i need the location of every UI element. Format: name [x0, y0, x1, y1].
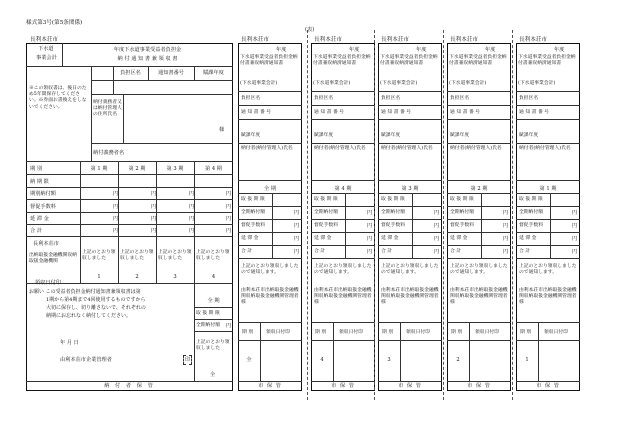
stub-period-4: 第 4 期 [205, 166, 222, 172]
stub-received-3: 上記のとおり領収しました [158, 250, 192, 262]
copy-period: 期 別 [451, 330, 463, 335]
copy-row-late: 延 滞 金 [381, 236, 399, 241]
copy-notice-no: 通 知 書 番 号 [241, 110, 272, 115]
copy-row-fee: 督促手数料 [314, 223, 338, 228]
stub-col-year: 賦課年度 [203, 70, 224, 76]
stub-date-label: 年 月 日 [60, 340, 79, 346]
yen-mark: 円 [189, 216, 195, 222]
stub-row-total: 合 計 [30, 228, 43, 234]
copy-stamp: 領収日付印 [266, 330, 290, 335]
copy-title: 下水道事業受益者負担金納付書兼収納済通知書 [240, 55, 298, 67]
copy-payer: 納付者(納付管理人)氏名 [241, 146, 293, 151]
stub-office: 長利本荘市 [30, 37, 58, 43]
yen-mark: 円 [572, 236, 578, 242]
stub-full-mark: 全 [210, 372, 216, 378]
copy-row-full_amount: 全期納付額 [450, 210, 474, 215]
copy-year: 年度 [349, 47, 360, 53]
yen-mark: 円 [189, 228, 195, 234]
seal-mark: 印 [185, 357, 191, 363]
copy-keep-label: 市 保 管 [331, 383, 355, 389]
copy-office: 長利本荘市 [241, 37, 269, 43]
yen-mark: 円 [113, 191, 119, 197]
yen-mark: 円 [226, 228, 232, 234]
copy-row-total: 合 計 [241, 249, 253, 254]
copy-row-due: 取 扱 期 限 [314, 197, 338, 202]
yen-mark: 円 [503, 210, 509, 216]
copy-row-fee: 督促手数料 [381, 223, 405, 228]
yen-mark: 円 [503, 249, 509, 255]
yen-mark: 円 [151, 191, 157, 197]
yen-mark: 円 [226, 191, 232, 197]
copy-title: 下水道事業受益者負担金納付書兼収納済通知書 [313, 55, 371, 67]
yen-mark: 円 [572, 210, 578, 216]
stub-keep-label: 納 付 者 保 管 [104, 383, 155, 389]
stub-title-left-2: 事業会計 [36, 55, 57, 61]
stub-row-fee: 督促手数料 [30, 204, 56, 210]
yen-mark: 円 [572, 249, 578, 255]
stub-honorific: 様 [219, 127, 225, 133]
stub-row-period: 期 別 [30, 166, 43, 172]
stub-num-4: 4 [211, 274, 216, 280]
copy-stamp: 領収日付印 [544, 330, 568, 335]
copy-row-total: 合 計 [314, 249, 326, 254]
copy-row-total: 合 計 [450, 249, 462, 254]
copy-office: 長利本荘市 [381, 37, 409, 43]
stub-row-due: 納 期 限 [30, 179, 49, 185]
copy-row-due: 取 扱 期 限 [381, 197, 405, 202]
copy-area-label: 負担区名 [450, 96, 470, 101]
yen-mark: 円 [572, 223, 578, 229]
copy-row-late: 延 滞 金 [519, 236, 537, 241]
yen-mark: 円 [226, 216, 232, 222]
tear-line [307, 30, 308, 400]
stub-title-main: 年度下水道事業受益者負担金 [113, 47, 182, 53]
yen-mark: 円 [294, 210, 300, 216]
copy-area-label: 負担区名 [381, 96, 401, 101]
notice-line-3: 大切に保存し、切り離さないで、それぞれの [46, 305, 146, 311]
copy-keep-label: 市 保 管 [467, 383, 491, 389]
copy-tax-year: 賦課年度 [450, 133, 470, 138]
copy-period-label: 第 1 期 [539, 186, 557, 192]
copy-period-number: 1 [525, 357, 529, 363]
copy-notice-no: 通 知 書 番 号 [519, 110, 550, 115]
yen-mark: 円 [503, 223, 509, 229]
stub-title-sub: 納 付 通 知 書 兼 領 収 書 [117, 56, 178, 62]
yen-mark: 円 [367, 236, 373, 242]
tear-line [512, 30, 513, 400]
yen-mark: 円 [294, 249, 300, 255]
back-label: (表) [305, 27, 315, 33]
yen-mark: 円 [294, 236, 300, 242]
copy-tax-year: 賦課年度 [314, 133, 334, 138]
yen-mark: 円 [434, 236, 440, 242]
copy-period-number: 4 [320, 357, 324, 363]
copy-period: 期 別 [242, 330, 254, 335]
stub-row-late: 延 滞 金 [30, 216, 49, 222]
copy-period: 期 別 [520, 330, 532, 335]
yen-mark: 円 [367, 210, 373, 216]
copy-row-due: 取 扱 期 限 [519, 197, 543, 202]
stub-title-left-1: 下水道 [38, 46, 54, 52]
copy-row-fee: 督促手数料 [241, 223, 265, 228]
yen-mark: 円 [503, 236, 509, 242]
tear-line [374, 30, 375, 400]
copy-received: 上記のとおり領収しましたので通知します。 [519, 264, 577, 276]
stub-received-4: 上記のとおり領収しました [196, 250, 230, 262]
yen-mark: 円 [113, 204, 119, 210]
copy-keep-label: 市 保 管 [258, 383, 282, 389]
stub-side-note: ※この領収書は、後日のため5年間保存してください。※券面お書換えをしないでください。 [29, 86, 87, 110]
copy-year: 年度 [416, 47, 427, 53]
stub-full-payment: 全期納付額 [196, 323, 220, 328]
copy-row-late: 延 滞 金 [241, 236, 259, 241]
copy-stamp: 領収日付印 [406, 330, 430, 335]
copy-payer: 納付者(納付管理人)氏名 [519, 146, 571, 151]
notice-line-2: 1期から第4期まで4回使用するものですから [46, 297, 146, 303]
notice-line-1: お願い この受益者負担金納付通知書兼領収書は第 [29, 289, 141, 295]
copy-period-label: 第 2 期 [470, 186, 488, 192]
stub-full-label: 全 期 [207, 298, 220, 304]
form-id: 様式第3号(第5条関係) [26, 20, 83, 26]
stub-period-3: 第 3 期 [166, 166, 184, 172]
copy-account: (下水道事業会計) [380, 81, 418, 86]
stub-col-area: 負担区名 [120, 70, 141, 76]
copy-period-label: 第 3 期 [401, 186, 419, 192]
copy-bank: 由利本荘市出納取扱金融機関収納取扱金融機関管理者様 [519, 288, 577, 306]
copy-row-due: 取 扱 期 限 [450, 197, 474, 202]
copy-row-late: 延 滞 金 [314, 236, 332, 241]
stub-receiver-office: 長利本荘市 [33, 241, 59, 247]
stub-full-received: 上記のとおり領収しました [196, 340, 230, 352]
copy-year: 年度 [276, 47, 287, 53]
copy-row-full_amount: 全期納付額 [381, 210, 405, 215]
yen-mark: 円 [151, 204, 157, 210]
stub-row-amount: 期別納付額 [30, 191, 56, 197]
copy-title: 下水道事業受益者負担金納付書兼収納済通知書 [380, 55, 438, 67]
yen-mark: 円 [113, 228, 119, 234]
stub-payer-name-label: 納付義務者名 [93, 150, 125, 156]
copy-period-number: 全 [246, 357, 252, 363]
yen-mark: 円 [189, 191, 195, 197]
copy-row-fee: 督促手数料 [519, 223, 543, 228]
yen-mark: 円 [367, 223, 373, 229]
stub-payer-label: 納付義務者又は納付管理人の住所氏名 [93, 100, 122, 118]
copy-payer: 納付者(納付管理人)氏名 [450, 146, 502, 151]
stub-full-due: 取 扱 期 限 [196, 311, 220, 316]
yen-mark: 円 [367, 249, 373, 255]
copy-keep-label: 市 保 管 [536, 383, 560, 389]
copy-stamp: 領収日付印 [339, 330, 363, 335]
stub-num-3: 3 [173, 274, 177, 280]
stub-receipt-date: 領収日付印 [35, 280, 61, 286]
copy-area-label: 負担区名 [314, 96, 334, 101]
stub-period-2: 第 2 期 [128, 166, 146, 172]
yen-mark: 円 [151, 228, 157, 234]
copy-notice-no: 通 知 書 番 号 [381, 110, 412, 115]
copy-row-late: 延 滞 金 [450, 236, 468, 241]
yen-mark: 円 [294, 223, 300, 229]
stub-num-2: 2 [135, 274, 139, 280]
copy-received: 上記のとおり領収しましたので通知します。 [381, 264, 439, 276]
stub-issuer: 由利本荘市企業管理者 [60, 357, 112, 363]
copy-account: (下水道事業会計) [313, 81, 351, 86]
copy-area-label: 負担区名 [241, 96, 261, 101]
yen-mark: 円 [434, 249, 440, 255]
yen-mark: 円 [434, 210, 440, 216]
copy-account: (下水道事業会計) [518, 81, 556, 86]
stub-receiver-label: 出納取扱金融機関収納取扱金融機関 [29, 253, 77, 265]
copy-office: 長利本荘市 [450, 37, 478, 43]
stub-num-1: 1 [97, 274, 101, 280]
copy-notice-no: 通 知 書 番 号 [450, 110, 481, 115]
stub-col-notice: 通知書番号 [158, 70, 184, 76]
copy-keep-label: 市 保 管 [398, 383, 422, 389]
tear-line [443, 30, 444, 400]
copy-bank: 由利本荘市出納取扱金融機関収納取扱金融機関管理者様 [381, 288, 439, 306]
copy-tax-year: 賦課年度 [241, 133, 261, 138]
copy-received: 上記のとおり領収しましたので通知します。 [314, 264, 372, 276]
stub-received-1: 上記のとおり領収しました [82, 250, 116, 262]
yen-mark: 円 [189, 204, 195, 210]
copy-period-number: 3 [387, 357, 391, 363]
yen-mark: 円 [226, 204, 232, 210]
copy-row-full_amount: 全期納付額 [314, 210, 338, 215]
copy-title: 下水道事業受益者負担金納付書兼収納済通知書 [449, 55, 507, 67]
copy-office: 長利本荘市 [314, 37, 342, 43]
copy-period: 期 別 [382, 330, 394, 335]
copy-tax-year: 賦課年度 [381, 133, 401, 138]
copy-title: 下水道事業受益者負担金納付書兼収納済通知書 [518, 55, 576, 67]
yen-mark: 円 [226, 323, 232, 329]
stub-period-1: 第 1 期 [90, 166, 108, 172]
yen-mark: 円 [113, 216, 119, 222]
copy-account: (下水道事業会計) [449, 81, 487, 86]
copy-payer: 納付者(納付管理人)氏名 [314, 146, 366, 151]
yen-mark: 円 [151, 216, 157, 222]
copy-row-total: 合 計 [381, 249, 393, 254]
copy-row-full_amount: 全期納付額 [241, 210, 265, 215]
copy-period-label: 全 期 [263, 186, 277, 192]
copy-period-label: 第 4 期 [334, 186, 352, 192]
copy-tax-year: 賦課年度 [519, 133, 539, 138]
stub-received-2: 上記のとおり領収しました [120, 250, 154, 262]
copy-received: 上記のとおり領収しましたので通知します。 [241, 264, 299, 276]
copy-row-total: 合 計 [519, 249, 531, 254]
copy-bank: 由利本荘市出納取扱金融機関収納取扱金融機関管理者様 [241, 288, 299, 306]
copy-bank: 由利本荘市出納取扱金融機関収納取扱金融機関管理者様 [450, 288, 508, 306]
copy-area-label: 負担区名 [519, 96, 539, 101]
copy-notice-no: 通 知 書 番 号 [314, 110, 345, 115]
copy-payer: 納付者(納付管理人)氏名 [381, 146, 433, 151]
copy-row-full_amount: 全期納付額 [519, 210, 543, 215]
copy-year: 年度 [485, 47, 496, 53]
copy-row-due: 取 扱 期 限 [241, 197, 265, 202]
copy-bank: 由利本荘市出納取扱金融機関収納取扱金融機関管理者様 [314, 288, 372, 306]
copy-stamp: 領収日付印 [475, 330, 499, 335]
copy-office: 長利本荘市 [519, 37, 547, 43]
copy-account: (下水道事業会計) [240, 81, 278, 86]
yen-mark: 円 [434, 223, 440, 229]
notice-line-4: 納期にお忘れなく納付してください。 [46, 313, 132, 319]
copy-period: 期 別 [315, 330, 327, 335]
copy-year: 年度 [554, 47, 565, 53]
copy-row-fee: 督促手数料 [450, 223, 474, 228]
copy-period-number: 2 [456, 357, 460, 363]
copy-received: 上記のとおり領収しましたので通知します。 [450, 264, 508, 276]
